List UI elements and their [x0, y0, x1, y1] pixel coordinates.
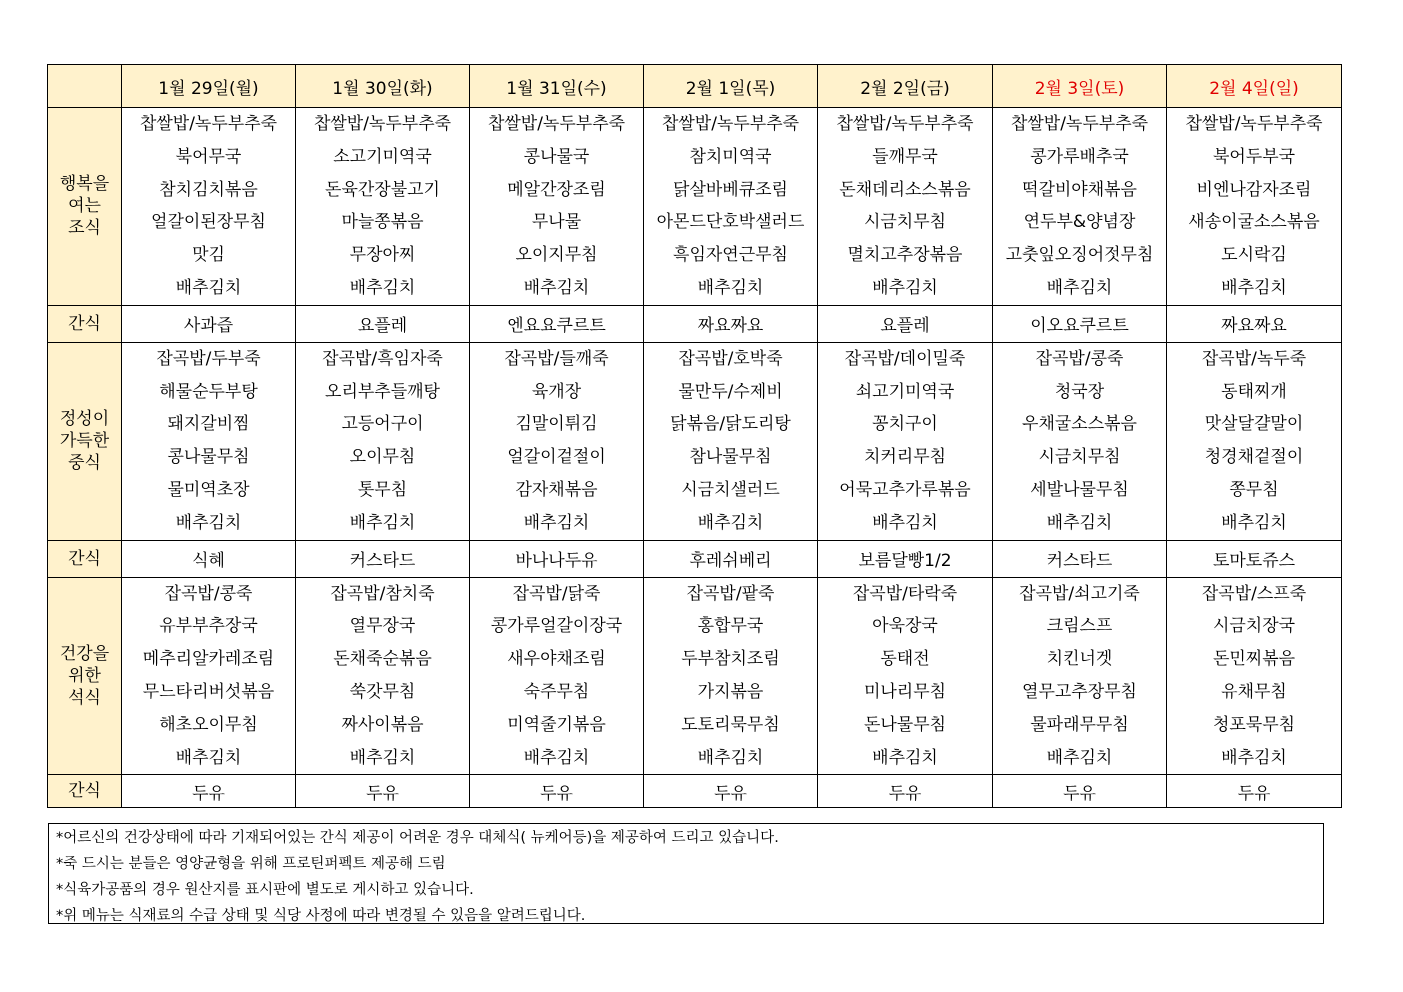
- menu-body: [48, 108, 1342, 808]
- menu-item: 청포묵무침: [1212, 714, 1296, 735]
- note-line: *위 메뉴는 식재료의 수급 상태 및 식당 사정에 따라 변경될 수 있음을 알려드립니다.: [56, 908, 586, 924]
- dinner-cell: [818, 577, 993, 775]
- menu-item: 잡곡밥/녹두죽: [1201, 348, 1307, 369]
- snack-pm-cell: 후레쉬베리: [644, 540, 818, 577]
- menu-item: 콩가루얼갈이장국: [490, 616, 623, 637]
- menu-item: 치커리무침: [863, 447, 947, 468]
- snack-am-cell: 짜요짜요: [1167, 305, 1342, 342]
- day-header-thu: 2월 1일(목): [644, 65, 818, 108]
- snack-pm-cell: 커스타드: [296, 540, 470, 577]
- menu-item: 북어두부국: [1212, 146, 1296, 167]
- menu-item: 찹쌀밥/녹두부추죽: [836, 114, 974, 134]
- menu-item: 잡곡밥/타락죽: [852, 583, 958, 604]
- meal-label-line: 행복을: [59, 174, 110, 195]
- menu-item: 찹쌀밥/녹두부추죽: [1010, 114, 1149, 134]
- snack-am-cell: 사과즙: [122, 305, 296, 342]
- dinner-cell: [296, 577, 470, 775]
- menu-item: 배추김치: [175, 277, 242, 298]
- menu-item: 미역줄기볶음: [507, 714, 606, 735]
- menu-item: 배추김치: [523, 747, 590, 768]
- menu-item: 동태찌개: [1221, 381, 1287, 402]
- menu-item: 배추김치: [349, 512, 416, 533]
- menu-item: 무나물: [531, 212, 582, 233]
- menu-item: 배추김치: [872, 747, 938, 768]
- lunch-cell: [470, 342, 644, 540]
- menu-item: 참치미역국: [689, 146, 772, 167]
- menu-item: 돈육간장불고기: [325, 179, 440, 200]
- menu-item: 배추김치: [175, 512, 242, 533]
- menu-item: 도시락김: [1221, 245, 1287, 266]
- menu-item: 배추김치: [523, 277, 590, 298]
- menu-item: 짜사이볶음: [341, 714, 424, 735]
- menu-item: 콩나물무침: [167, 447, 250, 468]
- snack-night-cell: 두유: [993, 775, 1167, 808]
- menu-item: 시금치무침: [863, 212, 947, 233]
- menu-item: 미나리무침: [863, 681, 947, 702]
- snack-night-label: 간식: [48, 775, 122, 808]
- menu-item: 잡곡밥/들깨죽: [504, 348, 609, 369]
- menu-item: 육개장: [531, 381, 582, 402]
- meal-label-line: 건강을: [59, 643, 110, 664]
- lunch-cell: [818, 342, 993, 540]
- breakfast-cell: [993, 108, 1167, 306]
- menu-item: 참나물무침: [689, 447, 772, 468]
- menu-item: 유부부추장국: [159, 616, 258, 637]
- lunch-cell: [993, 342, 1167, 540]
- menu-item: 톳무침: [357, 479, 408, 500]
- menu-item: 잡곡밥/흑임자죽: [322, 348, 443, 369]
- breakfast-row: [48, 108, 1342, 306]
- menu-item: 오이지무침: [515, 245, 598, 266]
- menu-item: 배추김치: [1221, 512, 1287, 533]
- lunch-cell: [1167, 342, 1342, 540]
- dinner-row: [48, 577, 1342, 775]
- menu-item: 배추김치: [1221, 747, 1287, 768]
- snack-night-cell: 두유: [296, 775, 470, 808]
- menu-item: 쑥갓무침: [349, 681, 416, 702]
- meal-label-line: 가득한: [59, 431, 110, 452]
- menu-item: 멸치고추장볶음: [847, 245, 963, 266]
- menu-item: 배추김치: [872, 512, 938, 533]
- menu-item: 메추리알카레조림: [142, 649, 275, 670]
- breakfast-cell: [818, 108, 993, 306]
- menu-item: 배추김치: [1221, 277, 1287, 298]
- snack-night-cell: 두유: [122, 775, 296, 808]
- menu-item: 시금치샐러드: [681, 479, 780, 500]
- snack-am-cell: 짜요짜요: [644, 305, 818, 342]
- menu-item: 연두부&양념장: [1023, 212, 1136, 233]
- snack-pm-cell: 토마토쥬스: [1167, 540, 1342, 577]
- day-header-sun: 2월 4일(일): [1167, 65, 1342, 108]
- menu-item: 돈채데리소스볶음: [839, 179, 971, 200]
- meal-label-line: 조식: [68, 218, 101, 239]
- snack-night-row: [48, 775, 1342, 808]
- menu-item: 배추김치: [175, 747, 242, 768]
- menu-item: 맛김: [192, 245, 225, 266]
- notes-box: [48, 823, 1324, 924]
- menu-item: 배추김치: [349, 277, 416, 298]
- menu-item: 숙주무침: [523, 681, 590, 702]
- menu-item: 감자채볶음: [515, 479, 598, 500]
- menu-item: 소고기미역국: [333, 146, 432, 167]
- menu-item: 잡곡밥/콩죽: [1035, 348, 1124, 369]
- menu-item: 들깨무국: [872, 146, 938, 167]
- meal-label-line: 중식: [68, 453, 101, 474]
- meal-label-line: 석식: [68, 687, 101, 708]
- meal-label-line: 위한: [68, 665, 101, 686]
- menu-item: 잡곡밥/두부죽: [156, 348, 261, 369]
- menu-item: 동태전: [880, 649, 930, 670]
- menu-item: 잡곡밥/스프죽: [1201, 583, 1307, 604]
- menu-item: 잡곡밥/쇠고기죽: [1019, 583, 1140, 604]
- dinner-cell: [470, 577, 644, 775]
- menu-item: 열무고추장무침: [1022, 681, 1137, 702]
- menu-item: 쫑무침: [1229, 479, 1279, 500]
- lunch-cell: [122, 342, 296, 540]
- breakfast-cell: [470, 108, 644, 306]
- menu-item: 시금치무침: [1038, 447, 1121, 468]
- menu-item: 아욱장국: [872, 616, 938, 637]
- menu-item: 쇠고기미역국: [855, 381, 955, 402]
- snack-pm-cell: 커스타드: [993, 540, 1167, 577]
- breakfast-cell: [296, 108, 470, 306]
- menu-item: 참치김치볶음: [159, 179, 258, 200]
- menu-item: 청국장: [1054, 381, 1105, 402]
- menu-item: 고춧잎오징어젓무침: [1005, 245, 1154, 266]
- menu-item: 맛살달걀말이: [1204, 414, 1304, 435]
- snack-pm-row: [48, 540, 1342, 577]
- menu-item: 찹쌀밥/녹두부추죽: [1185, 114, 1323, 134]
- menu-item: 열무장국: [349, 616, 416, 637]
- day-header-tue: 1월 30일(화): [296, 65, 470, 108]
- menu-item: 무느타리버섯볶음: [142, 681, 275, 702]
- day-header-mon: 1월 29일(월): [122, 65, 296, 108]
- menu-item: 도토리묵무침: [681, 714, 780, 735]
- lunch-row: [48, 342, 1342, 540]
- menu-item: 배추김치: [349, 747, 416, 768]
- menu-item: 닭볶음/닭도리탕: [670, 414, 791, 435]
- day-header-fri: 2월 2일(금): [818, 65, 993, 108]
- menu-item: 꽁치구이: [872, 414, 938, 435]
- snack-night-cell: 두유: [1167, 775, 1342, 808]
- menu-item: 시금치장국: [1212, 616, 1296, 637]
- menu-item: 떡갈비야채볶음: [1022, 179, 1137, 200]
- menu-item: 얼갈이겉절이: [507, 447, 606, 468]
- menu-item: 물미역초장: [167, 479, 250, 500]
- menu-item: 홍합무국: [697, 616, 764, 637]
- menu-item: 돈나물무침: [863, 714, 947, 735]
- snack-night-cell: 두유: [644, 775, 818, 808]
- weekly-menu-table: [47, 64, 1342, 808]
- menu-item: 배추김치: [1046, 512, 1113, 533]
- snack-am-label: 간식: [48, 305, 122, 342]
- snack-pm-cell: 보름달빵1/2: [818, 540, 993, 577]
- menu-item: 배추김치: [1046, 277, 1113, 298]
- menu-item: 잡곡밥/콩죽: [164, 583, 253, 604]
- dinner-label: [48, 577, 122, 775]
- menu-item: 잡곡밥/데이밀죽: [844, 348, 966, 369]
- breakfast-cell: [644, 108, 818, 306]
- menu-item: 비엔나감자조림: [1196, 179, 1312, 200]
- menu-item: 배추김치: [697, 512, 764, 533]
- menu-item: 아몬드단호박샐러드: [656, 212, 805, 233]
- menu-item: 배추김치: [523, 512, 590, 533]
- menu-item: 새우야채조림: [507, 649, 606, 670]
- lunch-cell: [296, 342, 470, 540]
- menu-item: 고등어구이: [341, 414, 424, 435]
- menu-item: 두부참치조림: [681, 649, 780, 670]
- menu-item: 찹쌀밥/녹두부추죽: [313, 114, 452, 134]
- menu-item: 치킨너겟: [1046, 649, 1113, 670]
- header-corner: [48, 65, 122, 108]
- menu-item: 새송이굴소스볶음: [1188, 212, 1320, 233]
- menu-item: 얼갈이된장무침: [151, 212, 266, 233]
- snack-am-cell: 이오요쿠르트: [993, 305, 1167, 342]
- menu-item: 찹쌀밥/녹두부추죽: [661, 114, 800, 134]
- menu-item: 어묵고추가루볶음: [839, 479, 971, 500]
- dinner-cell: [122, 577, 296, 775]
- breakfast-cell: [122, 108, 296, 306]
- menu-item: 해물순두부탕: [159, 381, 258, 402]
- snack-am-row: [48, 305, 1342, 342]
- snack-night-cell: 두유: [818, 775, 993, 808]
- breakfast-label: [48, 108, 122, 306]
- snack-night-cell: 두유: [470, 775, 644, 808]
- menu-item: 세발나물무침: [1030, 479, 1129, 500]
- meal-label-line: 정성이: [59, 409, 110, 430]
- menu-item: 돈채죽순볶음: [333, 649, 432, 670]
- menu-item: 메알간장조림: [507, 179, 606, 200]
- menu-item: 잡곡밥/참치죽: [330, 583, 435, 604]
- menu-item: 가지볶음: [697, 681, 764, 702]
- day-header-wed: 1월 31일(수): [470, 65, 644, 108]
- menu-item: 유채무침: [1221, 681, 1287, 702]
- menu-item: 물만두/수제비: [678, 381, 783, 402]
- note-line: *어르신의 건강상태에 따라 기재되어있는 간식 제공이 어려운 경우 대체식( 뉴케어등)을 제공하여 드리고 있습니다.: [56, 830, 779, 846]
- menu-item: 닭살바베큐조림: [673, 179, 788, 200]
- menu-item: 오리부추들깨탕: [325, 381, 440, 402]
- menu-item: 잡곡밥/호박죽: [678, 348, 783, 369]
- menu-item: 무장아찌: [349, 245, 416, 266]
- menu-item: 찹쌀밥/녹두부추죽: [487, 114, 626, 134]
- menu-item: 돈민찌볶음: [1212, 649, 1296, 670]
- snack-am-cell: 엔요요쿠르트: [470, 305, 644, 342]
- menu-item: 마늘쫑볶음: [341, 212, 424, 233]
- menu-item: 오이무침: [349, 447, 416, 468]
- snack-pm-cell: 식혜: [122, 540, 296, 577]
- menu-item: 콩나물국: [523, 146, 590, 167]
- lunch-label: [48, 342, 122, 540]
- dinner-cell: [993, 577, 1167, 775]
- menu-item: 우채굴소스볶음: [1022, 414, 1137, 435]
- menu-item: 콩가루배추국: [1030, 146, 1129, 167]
- day-header-sat: 2월 3일(토): [993, 65, 1167, 108]
- snack-pm-label: 간식: [48, 540, 122, 577]
- menu-item: 배추김치: [872, 277, 938, 298]
- note-line: *죽 드시는 분들은 영양균형을 위해 프로틴퍼펙트 제공해 드림: [56, 856, 446, 872]
- snack-am-cell: 요플레: [296, 305, 470, 342]
- menu-item: 찹쌀밥/녹두부추죽: [139, 114, 278, 134]
- breakfast-cell: [1167, 108, 1342, 306]
- menu-item: 배추김치: [697, 747, 764, 768]
- menu-item: 북어무국: [175, 146, 242, 167]
- menu-item: 크림스프: [1046, 616, 1113, 637]
- menu-item: 김말이튀김: [515, 414, 598, 435]
- dinner-cell: [644, 577, 818, 775]
- date-header-row: [48, 65, 1342, 108]
- lunch-cell: [644, 342, 818, 540]
- menu-item: 배추김치: [697, 277, 764, 298]
- menu-item: 잡곡밥/팥죽: [686, 583, 775, 604]
- meal-label-line: 여는: [68, 196, 101, 217]
- snack-pm-cell: 바나나두유: [470, 540, 644, 577]
- menu-item: 잡곡밥/닭죽: [512, 583, 601, 604]
- menu-item: 배추김치: [1046, 747, 1113, 768]
- menu-item: 흑임자연근무침: [673, 245, 788, 266]
- menu-item: 돼지갈비찜: [167, 414, 250, 435]
- menu-item: 해초오이무침: [159, 714, 258, 735]
- menu-item: 물파래무무침: [1030, 714, 1129, 735]
- dinner-cell: [1167, 577, 1342, 775]
- menu-item: 청경채겉절이: [1204, 447, 1304, 468]
- note-line: *식육가공품의 경우 원산지를 표시판에 별도로 게시하고 있습니다.: [56, 882, 474, 898]
- snack-am-cell: 요플레: [818, 305, 993, 342]
